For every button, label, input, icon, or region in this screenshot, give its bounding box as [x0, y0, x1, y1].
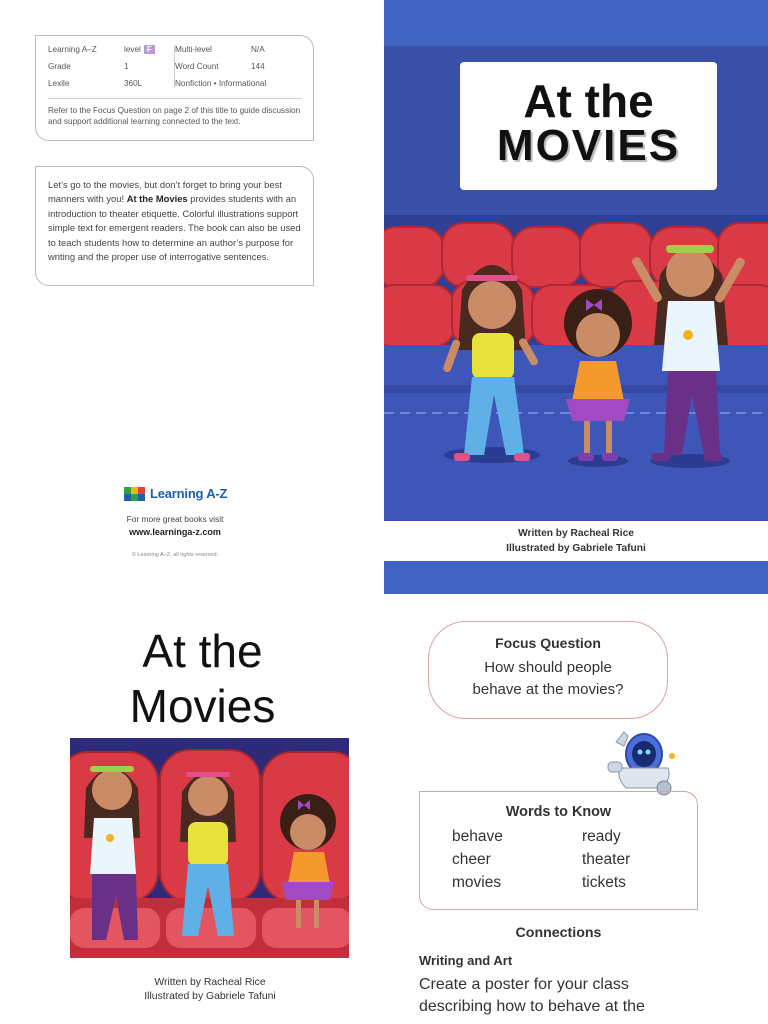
vocab-word: behave	[452, 828, 503, 845]
focus-question-line2: behave at the movies?	[472, 681, 624, 698]
summary-text-end: provides students with an introduction to theater etiquette. Colorful illustrations support simple text for emergent readers. The book can also be used to teach students how to determine an author’s purpose for writing and the proper use of interrogative sentences.	[48, 193, 301, 263]
title-page-line1: At the	[142, 625, 263, 677]
info-value: 360L	[124, 79, 143, 88]
info-label: Learning A–Z	[48, 45, 97, 54]
info-value: 144	[251, 62, 265, 71]
words-to-know-box	[419, 791, 698, 910]
words-to-know-heading: Words to Know	[505, 804, 612, 820]
focus-note: Refer to the Focus Question on page 2 of this title to guide discussion and support additional learning connected to the text.	[48, 98, 301, 127]
cover-credits	[384, 521, 768, 561]
writing-art-line1: Create a poster for your class	[419, 976, 629, 993]
publisher-name: Learning A-Z	[150, 486, 228, 501]
publisher-more-books: For more great books visit	[126, 514, 224, 524]
writing-art-line2: describing how to behave at the	[419, 998, 645, 1015]
title-page-illustrator: Illustrated by Gabriele Tafuni	[144, 991, 276, 1002]
info-label: Nonfiction • Informational	[175, 79, 267, 88]
vocab-word: theater	[582, 851, 631, 868]
focus-question-line1: How should people	[484, 659, 612, 676]
info-value: 1	[124, 62, 129, 71]
focus-question-bubble	[428, 621, 668, 719]
learning-az-logo[interactable]	[124, 486, 227, 501]
cover-bottom-band	[384, 561, 768, 594]
publisher-url-link[interactable]: www.learninga-z.com	[129, 527, 221, 537]
vocab-word: tickets	[582, 874, 626, 891]
info-label: Lexile	[48, 79, 70, 88]
cover-illustration	[384, 215, 768, 520]
title-page-author: Written by Racheal Rice	[154, 977, 266, 988]
summary-text-start: Let’s go to the movies, but don’t forget to bring your best manners with you!	[48, 179, 282, 205]
words-to-know-list	[452, 826, 697, 893]
connections-heading: Connections	[515, 925, 602, 941]
cover-title-line1: At the	[523, 75, 654, 127]
cover-top-band	[384, 0, 768, 46]
front-cover	[384, 0, 768, 594]
info-value: N/A	[251, 45, 265, 54]
writing-art-heading: Writing and Art	[419, 953, 513, 968]
level-badge: F	[144, 45, 155, 54]
book-info-grid	[48, 45, 301, 88]
cover-illustrator: Illustrated by Gabriele Tafuni	[506, 543, 646, 554]
vocab-word: movies	[452, 874, 502, 891]
learning-az-logo-icon	[124, 487, 146, 501]
focus-question-heading: Focus Question	[495, 635, 601, 651]
writing-art-text	[419, 974, 719, 1018]
level-label: level	[124, 45, 141, 54]
vocab-word: ready	[582, 828, 621, 845]
title-page-illustration	[70, 738, 349, 958]
cover-author: Written by Racheal Rice	[518, 528, 634, 539]
info-label: Grade	[48, 62, 71, 71]
book-summary	[35, 166, 314, 286]
info-value	[124, 45, 174, 54]
cover-title-card	[460, 62, 717, 190]
info-label: Multi-level	[175, 45, 212, 54]
vocab-word: cheer	[452, 851, 491, 868]
title-page-credits	[60, 976, 360, 1004]
book-info-box	[35, 35, 314, 141]
title-page-line2: Movies	[129, 680, 276, 732]
info-label: Word Count	[175, 62, 219, 71]
summary-book-title: At the Movies	[126, 193, 188, 205]
robot-mascot-icon	[606, 728, 682, 798]
cover-title-line2: MOVIES	[496, 121, 681, 170]
copyright-notice: © Learning A–Z, all rights reserved.	[131, 552, 219, 558]
